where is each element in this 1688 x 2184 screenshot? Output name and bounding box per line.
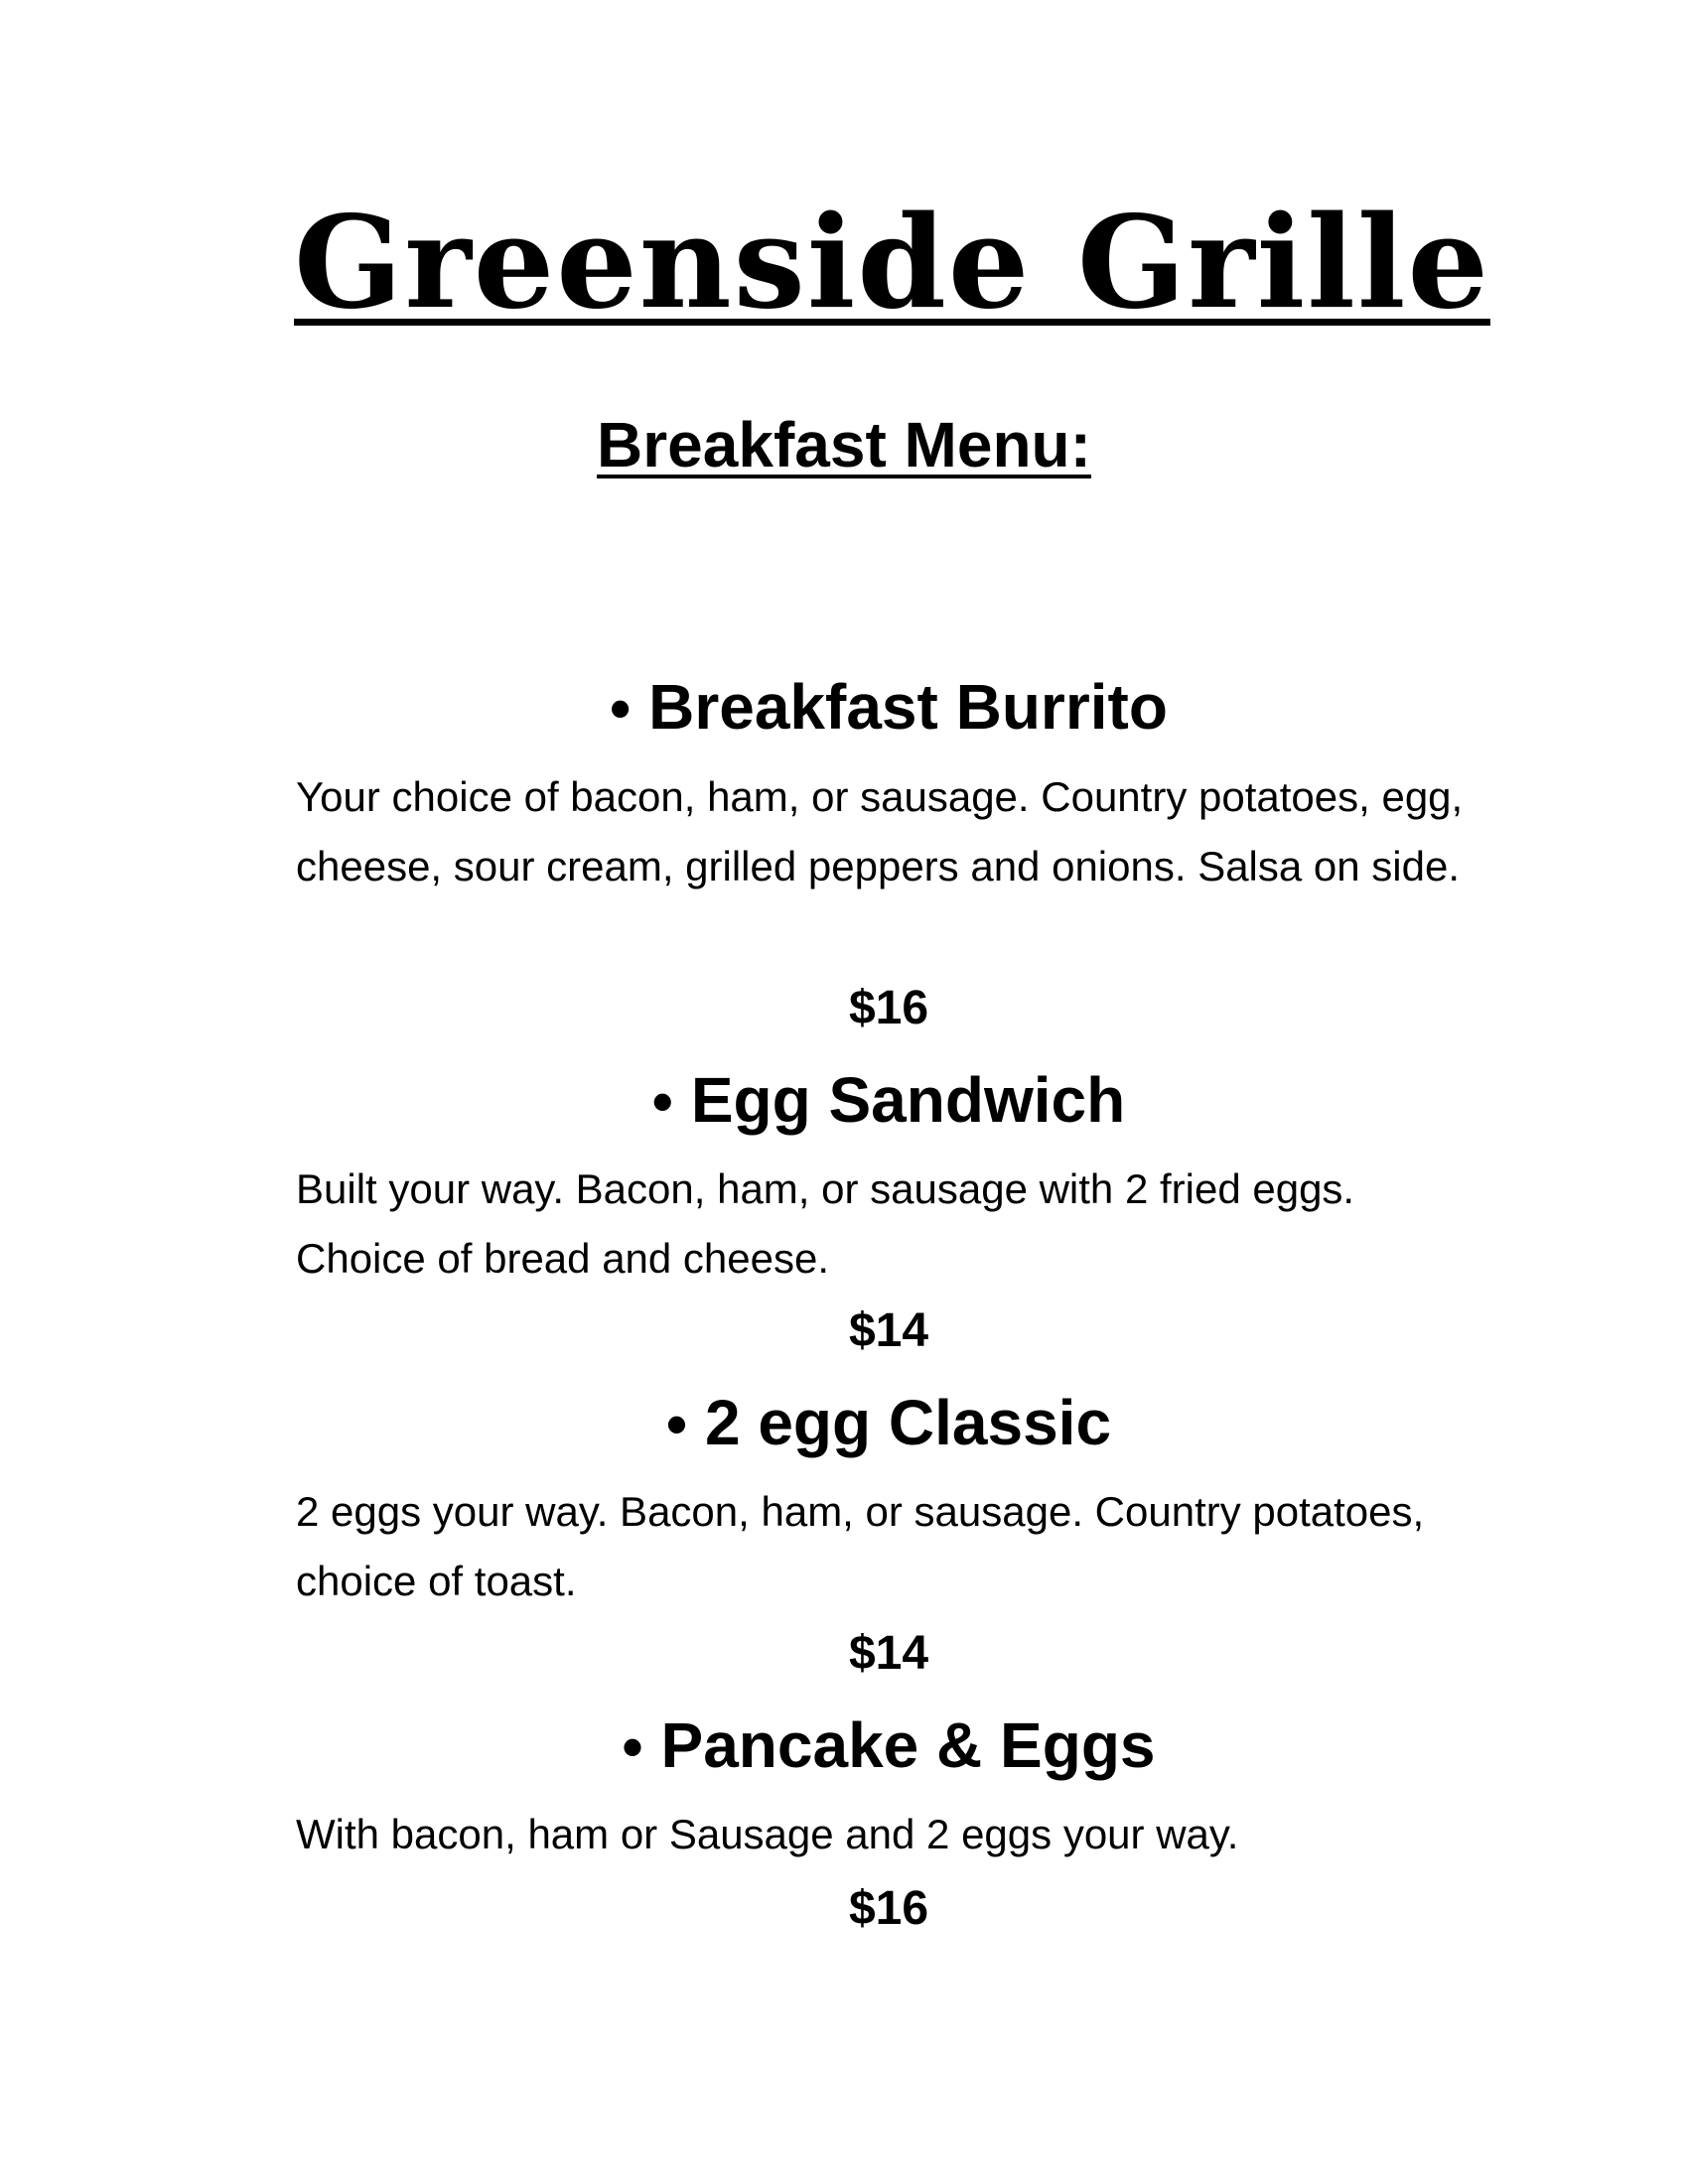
menu-item-price: $14: [848, 1304, 929, 1357]
menu-item-description: 2 eggs your way. Bacon, ham, or sausage. Country potatoes, choice of toast.: [296, 1488, 1425, 1604]
bullet-icon: •: [622, 1713, 643, 1780]
menu-item-description: Your choice of bacon, ham, or sausage. Country potatoes, egg, cheese, sour cream, grilled peppers and onions. Salsa on side.: [296, 773, 1464, 889]
menu-item-price: $16: [848, 982, 929, 1034]
menu-item-description: With bacon, ham or Sausage and 2 eggs your way.: [296, 1811, 1239, 1857]
restaurant-title: Greenside Grille: [294, 189, 1490, 338]
menu-item-title: 2 egg Classic: [704, 1387, 1112, 1458]
menu-item-title: Egg Sandwich: [690, 1064, 1126, 1136]
menu-item-price: $16: [848, 1882, 929, 1935]
bullet-icon: •: [651, 1068, 673, 1135]
menu-item-price: $14: [848, 1627, 929, 1680]
menu-item-name: [0, 1383, 1688, 1464]
menu-item-name: [0, 667, 1688, 749]
menu-heading: Breakfast Menu:: [597, 409, 1091, 480]
menu-item-description: Built your way. Bacon, ham, or sausage with 2 fried eggs. Choice of bread and cheese.: [296, 1165, 1355, 1282]
menu-item-title: Breakfast Burrito: [648, 671, 1168, 743]
menu-item-title: Pancake & Eggs: [660, 1709, 1156, 1781]
bullet-icon: •: [610, 675, 632, 742]
menu-item-name: [0, 1060, 1688, 1142]
menu-item-name: [0, 1706, 1688, 1787]
bullet-icon: •: [665, 1391, 687, 1457]
